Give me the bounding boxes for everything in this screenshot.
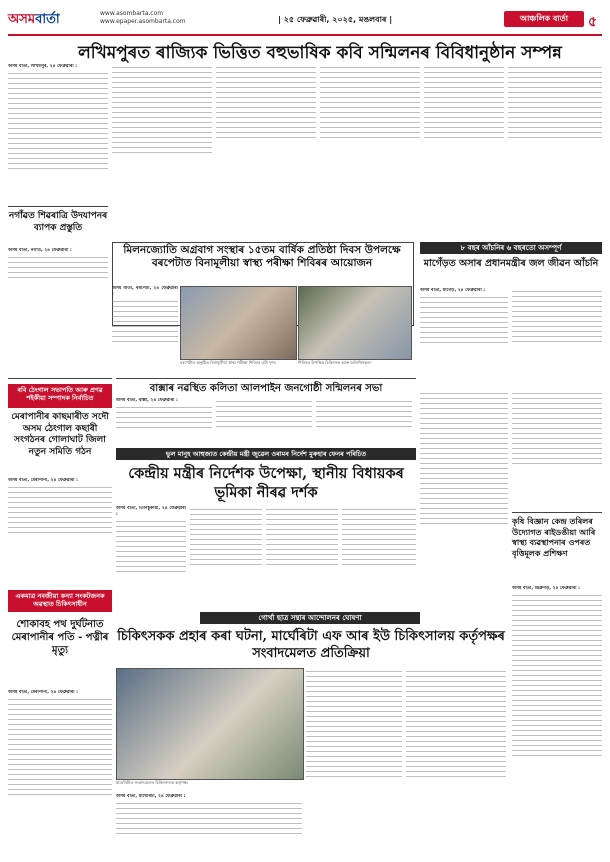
sabha-body-col2 — [216, 398, 312, 446]
lead-body-col3 — [216, 64, 316, 239]
lead-body-col6 — [508, 64, 602, 239]
jal-jeevan-headline: মাগেঁড়ত অসাৰ প্ৰধানমন্ত্ৰীৰ জল জীৱন আঁচনি — [423, 258, 599, 269]
sabha-body-col3 — [316, 398, 412, 446]
jal-jeevan-tag: ৮ বছৰ আঁচনিৰ ৬ বছৰতো অসম্পূৰ্ণ — [420, 242, 602, 254]
epaper-link[interactable]: www.epaper.asombarta.com — [100, 18, 186, 25]
mayapani-dateline: অসম বাৰ্তা, মেৰাপানী, ২৪ ফেব্ৰুৱাৰী : — [8, 478, 78, 483]
obituary-dateline: অসম বাৰ্তা, মেৰাপানী, ২৪ ফেব্ৰুৱাৰী : — [8, 690, 78, 695]
doctor-body-col3 — [406, 668, 506, 854]
health-camp-caption-1: বৰপেটাত অনুষ্ঠিত বিনামূলীয়া স্বাস্থ্য পৰীক্ষা শিবিৰৰ এটা দৃশ্য। — [180, 360, 277, 365]
health-camp-body — [112, 286, 178, 374]
minister-body-col4 — [342, 506, 416, 606]
minister-body-col3 — [266, 506, 338, 606]
doctor-photo — [116, 668, 304, 780]
jal-jeevan-dateline: অসম বাৰ্তা, মাগেঁড়, ২৪ ফেব্ৰুৱাৰী : — [420, 288, 486, 293]
science-headline: কৃষি বিজ্ঞান কেন্দ্ৰ তৰিলৰ উদ্যোগত ৰাইডঙীয়া আৰি স্বাস্থ্য ব্যৱস্থাপনাৰ ওপৰত বৃত্তিমূলক প্ৰশিক্ষণ — [512, 516, 596, 558]
mayapani-body — [8, 478, 112, 558]
minister-dateline: অসম বাৰ্তা, তিনিচুকীয়া, ২৪ ফেব্ৰুৱাৰী : — [116, 506, 186, 517]
page-number: ৫ — [588, 14, 598, 30]
mayapani-headline: মেৰাপানীৰ কাছমাৰীত সদৌ অসম ঠেংগাল কছাৰী সংগঠনৰ গোলাঘাট জিলা নতুন সমিতি গঠন — [11, 412, 109, 457]
doctor-dateline: অসম বাৰ্তা, মাৰ্ঘেৰিটা, ২৪ ফেব্ৰুৱাৰী : — [116, 794, 186, 799]
health-camp-dateline: অসম বাৰ্তা, বৰপেটা, ২৪ ফেব্ৰুৱাৰী : — [112, 286, 178, 297]
lead-headline: লখিমপুৰত ৰাজ্যিক ভিত্তিত বহুভাষিক কবি সন্মিলনৰ বিবিধানুষ্ঠান সম্পন্ন — [78, 43, 562, 63]
obituary-tag: একমাত্ৰ নবজীয়া কন্যা সংকটজনক অৱস্থাত চিকিৎসাধীন — [8, 590, 112, 612]
sabha-headline: বাক্সাৰ নৱস্থিত কলিতা আলপাইন জনগোষ্ঠী সন্মিলনৰ সভা — [149, 383, 383, 394]
minister-body-col1 — [116, 506, 186, 606]
masthead — [8, 6, 602, 36]
right-body-col1 — [420, 390, 508, 610]
science-body — [512, 586, 602, 854]
minister-tag: ভুল মানুহ আহুজ্যত কেন্দ্ৰীয় মন্ত্ৰী জুৱেল ওৰামৰ নিৰ্দেশ মুৰুহাৰ ফেনৰ পৰিচিত — [116, 448, 416, 460]
health-camp-caption-2: শিবিৰত উপস্থিত চিকিৎসক আৰু অতিথিসকল। — [298, 360, 372, 365]
logo-part-1: অসম — [8, 12, 36, 27]
sabha-dateline: অসম বাৰ্তা, বাক্সা, ২৪ ফেব্ৰুৱাৰী : — [116, 398, 178, 403]
science-dateline: অসম বাৰ্তা, ডিব্ৰুগড়, ২৪ ফেব্ৰুৱাৰী : — [512, 586, 580, 591]
lead-body-col5 — [424, 64, 504, 239]
health-camp-photo-2 — [298, 286, 412, 360]
mayapani-tag: ৰবি ঠেংগাল সভাপতি আৰু প্ৰণৱ শইকীয়া সম্পাদক নিৰ্বাচিত — [8, 384, 112, 408]
jal-jeevan-body-col1 — [420, 288, 508, 386]
doctor-body-col1 — [116, 794, 302, 854]
health-camp-photo-1 — [180, 286, 297, 360]
logo-part-2: বাৰ্তা — [35, 12, 60, 27]
doctor-headline: চিকিৎসকক প্ৰহাৰ কৰা ঘটনা, মাৰ্ঘেৰিটা এফ আৰ ইউ চিকিৎসালয় কৰ্তৃপক্ষৰ সংবাদমেলত প্ৰতিক্ৰিয়া — [117, 629, 505, 661]
section-name: আঞ্চলিক বাৰ্তা — [504, 11, 584, 27]
side-body — [8, 248, 108, 296]
sabha-body-col1 — [116, 398, 212, 446]
minister-headline: কেন্দ্ৰীয় মন্ত্ৰীৰ নিৰ্দেশক উপেক্ষা, স্থানীয় বিধায়কৰ ভূমিকা নীৰৱ দৰ্শক — [128, 465, 404, 501]
doctor-body-col2 — [306, 668, 402, 854]
website-links — [100, 10, 186, 26]
minister-body-col2 — [190, 506, 262, 606]
obituary-body — [8, 690, 112, 854]
obituary-headline: শোকাবহ পথ দুৰ্ঘটনাত মেৰাপানীৰ পতি - পত্নীৰ মৃত্যু — [11, 619, 109, 656]
jal-jeevan-body-col2 — [512, 288, 602, 386]
doctor-caption: মাৰ্ঘেৰিটাত সংবাদমেলত চিকিৎসালয় কৰ্তৃপক্ষ। — [116, 780, 189, 785]
lead-body-col4 — [320, 64, 420, 239]
health-camp-headline: মিলনজ্যোতি অগ্ৰবাগ সংস্থাৰ ১৫তম বাৰ্ষিক প্ৰতিষ্ঠা দিবস উপলক্ষে বৰপেটাত বিনামূলীয়া স্বাস্থ্য পৰীক্ষা শিবিৰৰ আয়োজন — [123, 244, 401, 269]
side-dateline: অসম বাৰ্তা, নগাঁও, ২৪ ফেব্ৰুৱাৰী : — [8, 248, 72, 253]
doctor-tag: গোৰ্খা ছাত্ৰ সন্থাৰ আন্দোলনৰ ঘোষণা — [200, 612, 420, 624]
logo — [8, 8, 88, 30]
website-link[interactable]: www.asombarta.com — [100, 10, 164, 17]
right-body-col2 — [512, 390, 602, 510]
side-headline: নগাঁৱত শিৱৰাত্ৰি উদযাপনৰ ব্যাপক প্ৰস্তুতি — [8, 211, 108, 233]
issue-date: | ২৫ ফেব্ৰুৱাৰী, ২০২৫, মঙলবাৰ | — [278, 15, 393, 24]
lead-dateline: অসম বাৰ্তা, লখিমপুৰ, ২৪ ফেব্ৰুৱাৰী : — [8, 64, 78, 69]
